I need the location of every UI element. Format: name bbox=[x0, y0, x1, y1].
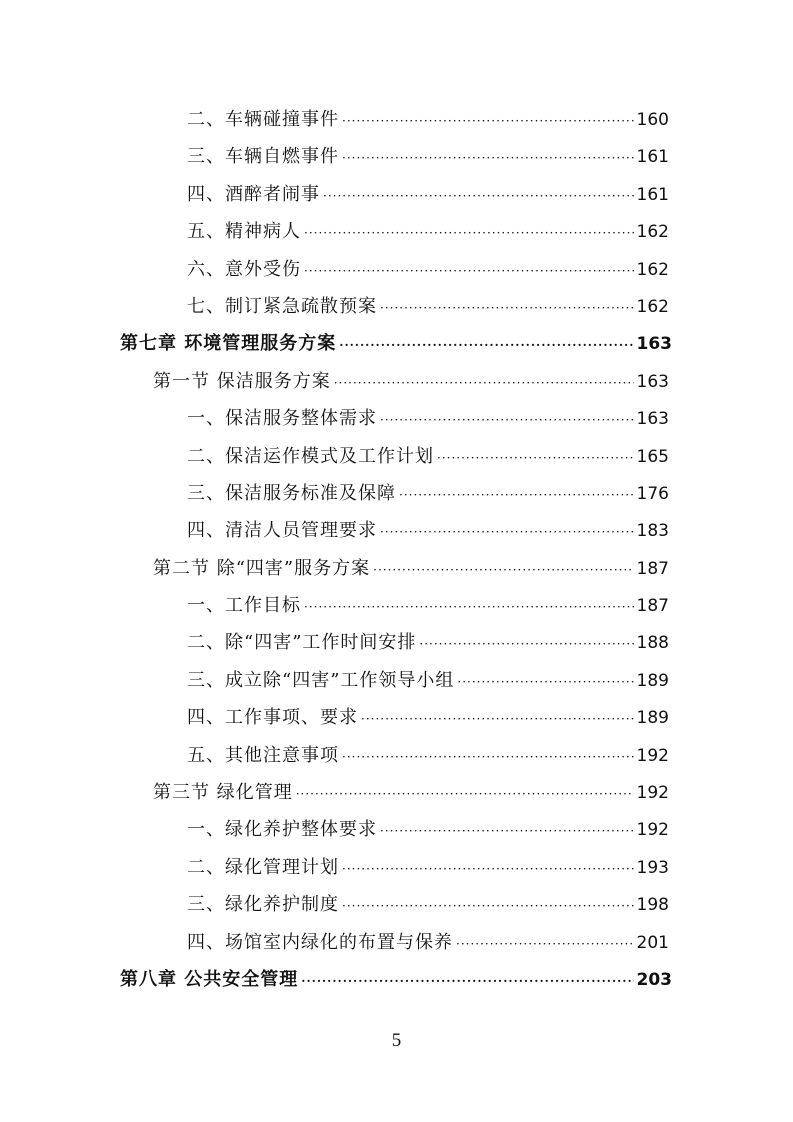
toc-dot-leader bbox=[304, 589, 634, 626]
toc-entry-item[interactable] bbox=[0, 213, 793, 250]
toc-entry-label: 三、保洁服务标准及保障 bbox=[187, 482, 396, 504]
toc-dot-leader bbox=[399, 477, 634, 514]
toc-entry-item[interactable] bbox=[0, 699, 793, 736]
toc-entry-label: 二、绿化管理计划 bbox=[187, 856, 339, 878]
table-of-contents bbox=[0, 101, 793, 998]
toc-entry-page-number: 162 bbox=[636, 222, 669, 243]
toc-dot-leader bbox=[437, 440, 634, 477]
toc-entry-item[interactable] bbox=[0, 288, 793, 325]
toc-entry-label: 二、车辆碰撞事件 bbox=[187, 109, 339, 130]
toc-dot-leader bbox=[380, 290, 634, 327]
toc-entry-page-number: 176 bbox=[636, 483, 669, 504]
toc-entry-section[interactable] bbox=[0, 363, 793, 400]
toc-entry-item[interactable] bbox=[0, 811, 793, 848]
toc-entry-label: 四、工作事项、要求 bbox=[187, 707, 358, 729]
toc-entry-page-number: 198 bbox=[636, 895, 669, 916]
toc-entry-item[interactable] bbox=[0, 849, 793, 886]
toc-entry-label: 一、工作目标 bbox=[187, 595, 301, 617]
toc-entry-label: 第三节 绿化管理 bbox=[153, 782, 293, 804]
toc-entry-item[interactable] bbox=[0, 400, 793, 437]
toc-dot-leader bbox=[301, 963, 633, 1000]
toc-entry-item[interactable] bbox=[0, 438, 793, 475]
toc-entry-section[interactable] bbox=[0, 550, 793, 587]
toc-entry-item[interactable] bbox=[0, 251, 793, 288]
toc-entry-page-number: 189 bbox=[636, 670, 669, 691]
toc-entry-label: 二、除“四害”工作时间安排 bbox=[187, 632, 417, 654]
toc-entry-page-number: 203 bbox=[636, 969, 672, 990]
toc-entry-page-number: 163 bbox=[636, 409, 669, 430]
page-number: 5 bbox=[391, 1030, 402, 1051]
toc-dot-leader bbox=[296, 776, 634, 813]
toc-dot-leader bbox=[342, 739, 634, 776]
toc-entry-page-number: 161 bbox=[636, 184, 669, 205]
toc-dot-leader bbox=[380, 813, 634, 850]
toc-entry-section[interactable] bbox=[0, 774, 793, 811]
toc-dot-leader bbox=[419, 626, 633, 663]
toc-entry-page-number: 188 bbox=[636, 633, 669, 654]
toc-entry-chapter[interactable] bbox=[0, 961, 793, 998]
toc-entry-label: 三、绿化养护制度 bbox=[187, 894, 339, 916]
toc-entry-page-number: 163 bbox=[636, 334, 672, 355]
toc-entry-label: 四、场馆室内绿化的布置与保养 bbox=[187, 931, 453, 953]
toc-entry-label: 第八章 公共安全管理 bbox=[120, 968, 299, 990]
toc-dot-leader bbox=[361, 701, 634, 738]
toc-entry-page-number: 183 bbox=[636, 521, 669, 542]
toc-dot-leader bbox=[304, 253, 634, 290]
toc-entry-item[interactable] bbox=[0, 512, 793, 549]
toc-entry-label: 一、绿化养护整体要求 bbox=[187, 819, 377, 841]
toc-dot-leader bbox=[334, 365, 634, 402]
toc-dot-leader bbox=[342, 103, 634, 140]
toc-entry-page-number: 192 bbox=[636, 745, 669, 766]
toc-dot-leader bbox=[380, 514, 634, 551]
toc-entry-label: 三、成立除“四害”工作领导小组 bbox=[187, 669, 455, 691]
toc-entry-item[interactable] bbox=[0, 475, 793, 512]
toc-entry-page-number: 201 bbox=[636, 932, 669, 953]
toc-entry-item[interactable] bbox=[0, 138, 793, 175]
toc-entry-label: 第七章 环境管理服务方案 bbox=[120, 333, 337, 355]
toc-dot-leader bbox=[342, 140, 634, 177]
toc-entry-label: 一、保洁服务整体需求 bbox=[187, 408, 377, 430]
toc-dot-leader bbox=[339, 327, 633, 364]
toc-entry-page-number: 160 bbox=[636, 110, 669, 130]
toc-entry-page-number: 161 bbox=[636, 147, 669, 168]
toc-entry-page-number: 187 bbox=[636, 596, 669, 617]
toc-entry-label: 第一节 保洁服务方案 bbox=[153, 370, 331, 392]
toc-entry-label: 五、精神病人 bbox=[187, 221, 301, 243]
toc-entry-label: 四、酒醉者闹事 bbox=[187, 183, 320, 205]
toc-entry-chapter[interactable] bbox=[0, 325, 793, 362]
toc-entry-page-number: 187 bbox=[636, 558, 669, 579]
toc-entry-label: 七、制订紧急疏散预案 bbox=[187, 295, 377, 317]
toc-entry-label: 五、其他注意事项 bbox=[187, 744, 339, 766]
toc-entry-page-number: 162 bbox=[636, 259, 669, 280]
toc-dot-leader bbox=[373, 552, 633, 589]
toc-dot-leader bbox=[380, 402, 634, 439]
toc-entry-item[interactable] bbox=[0, 101, 793, 138]
toc-entry-label: 六、意外受伤 bbox=[187, 258, 301, 280]
toc-entry-label: 二、保洁运作模式及工作计划 bbox=[187, 445, 434, 467]
toc-dot-leader bbox=[342, 851, 634, 888]
toc-dot-leader bbox=[304, 215, 634, 252]
toc-entry-item[interactable] bbox=[0, 886, 793, 923]
toc-entry-item[interactable] bbox=[0, 587, 793, 624]
toc-entry-label: 四、清洁人员管理要求 bbox=[187, 520, 377, 542]
toc-dot-leader bbox=[323, 178, 634, 215]
toc-dot-leader bbox=[456, 926, 634, 963]
toc-dot-leader bbox=[457, 664, 633, 701]
toc-entry-page-number: 192 bbox=[636, 783, 669, 804]
toc-entry-item[interactable] bbox=[0, 924, 793, 961]
toc-entry-label: 三、车辆自燃事件 bbox=[187, 146, 339, 168]
toc-entry-page-number: 192 bbox=[636, 820, 669, 841]
toc-entry-page-number: 165 bbox=[636, 446, 669, 467]
toc-entry-item[interactable] bbox=[0, 624, 793, 661]
toc-entry-item[interactable] bbox=[0, 176, 793, 213]
toc-entry-page-number: 189 bbox=[636, 708, 669, 729]
toc-entry-label: 第二节 除“四害”服务方案 bbox=[153, 557, 371, 579]
toc-entry-page-number: 162 bbox=[636, 296, 669, 317]
toc-entry-page-number: 193 bbox=[636, 857, 669, 878]
toc-entry-page-number: 163 bbox=[636, 371, 669, 392]
toc-entry-item[interactable] bbox=[0, 737, 793, 774]
toc-dot-leader bbox=[342, 888, 634, 925]
toc-entry-item[interactable] bbox=[0, 662, 793, 699]
